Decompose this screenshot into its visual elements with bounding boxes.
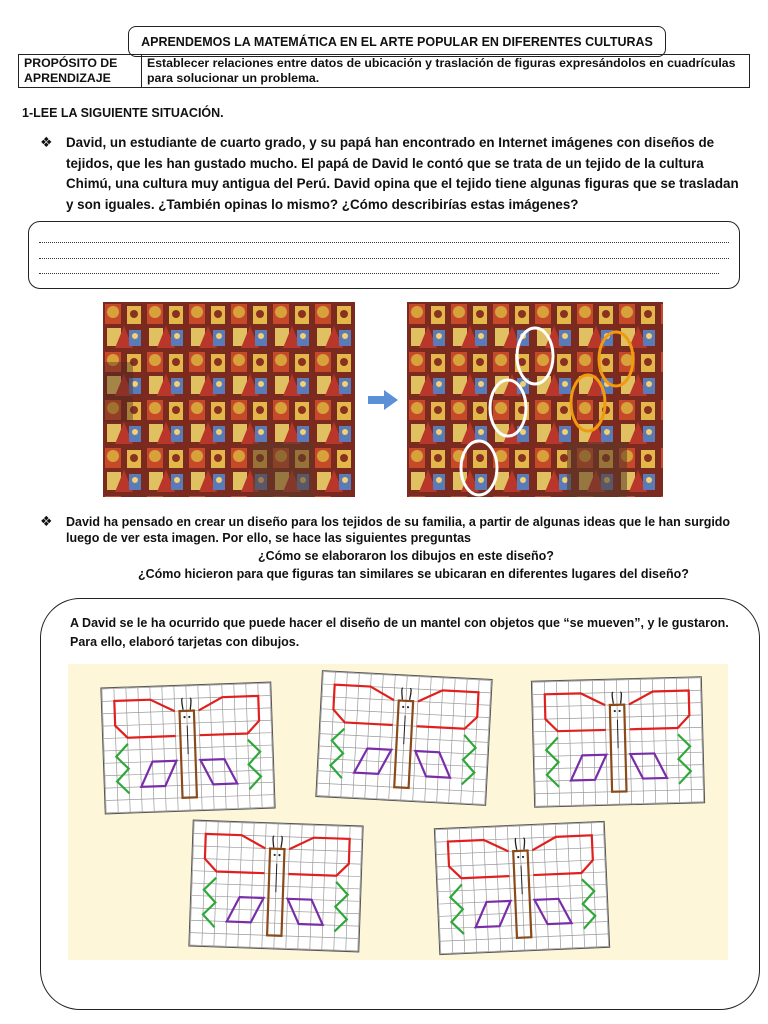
diamond-bullet-icon: ❖ (40, 134, 53, 150)
butterfly-card (434, 822, 610, 959)
page-title: APRENDEMOS LA MATEMÁTICA EN EL ARTE POPULAR EN DIFERENTES CULTURAS (141, 34, 653, 49)
textile-photo-marked (407, 302, 663, 497)
answer-line (39, 258, 729, 259)
question-1: ¿Cómo se elaboraron los dibujos en este diseño? (258, 549, 554, 563)
butterfly-grid (186, 817, 366, 955)
idea-paragraph-line1: David ha pensado en crear un diseño para los tejidos de su familia, a partir de algunas ideas que le han surgido (66, 515, 731, 529)
design-intro-text: A David se le ha ocurrido que puede hacer el diseño de un mantel con objetos que “se mueven”, y le gustaron. Para ello, elaboró tarjetas con dibujos. (70, 616, 729, 649)
butterfly-grid (528, 674, 707, 811)
answer-line (39, 273, 719, 274)
butterfly-card (188, 820, 364, 957)
butterfly-grid (313, 667, 496, 808)
answer-line (39, 242, 729, 243)
idea-paragraph-line2: luego de ver esta imagen. Por ello, se hace las siguientes preguntas (66, 531, 472, 545)
purpose-table (18, 54, 750, 88)
situation-paragraph: David, un estudiante de cuarto grado, y su papá han encontrado en Internet imágenes con diseños de tejidos, que les han gustado mucho. El papá de David le contó que se trata de un tejido de la cultura Chimú, una cultura muy antigua del Perú. David opina que el tejido tiene algunas figuras que se trasladan y son iguales. ¿También opinas lo mismo? ¿Cómo describirías estas imágenes? (66, 135, 739, 212)
textile-photo-original (103, 302, 355, 497)
diamond-bullet-icon: ❖ (40, 513, 53, 529)
butterfly-card (530, 676, 706, 813)
purpose-text: Establecer relaciones entre datos de ubicación y traslación de figuras expresándolos en cuadrículas para solucionar un problema. (142, 55, 750, 88)
purpose-label: PROPÓSITO DE APRENDIZAJE (19, 55, 142, 88)
butterfly-grid (98, 679, 278, 817)
answer-box[interactable] (28, 221, 740, 289)
butterfly-card (316, 672, 492, 809)
section-heading: 1-LEE LA SIGUIENTE SITUACIÓN. (22, 106, 224, 120)
page-title-box (128, 26, 666, 57)
butterfly-card (100, 682, 276, 819)
butterfly-grid (431, 818, 613, 958)
question-2: ¿Cómo hicieron para que figuras tan similares se ubicaran en diferentes lugares del diseño? (138, 567, 689, 581)
right-arrow-icon (368, 390, 398, 415)
